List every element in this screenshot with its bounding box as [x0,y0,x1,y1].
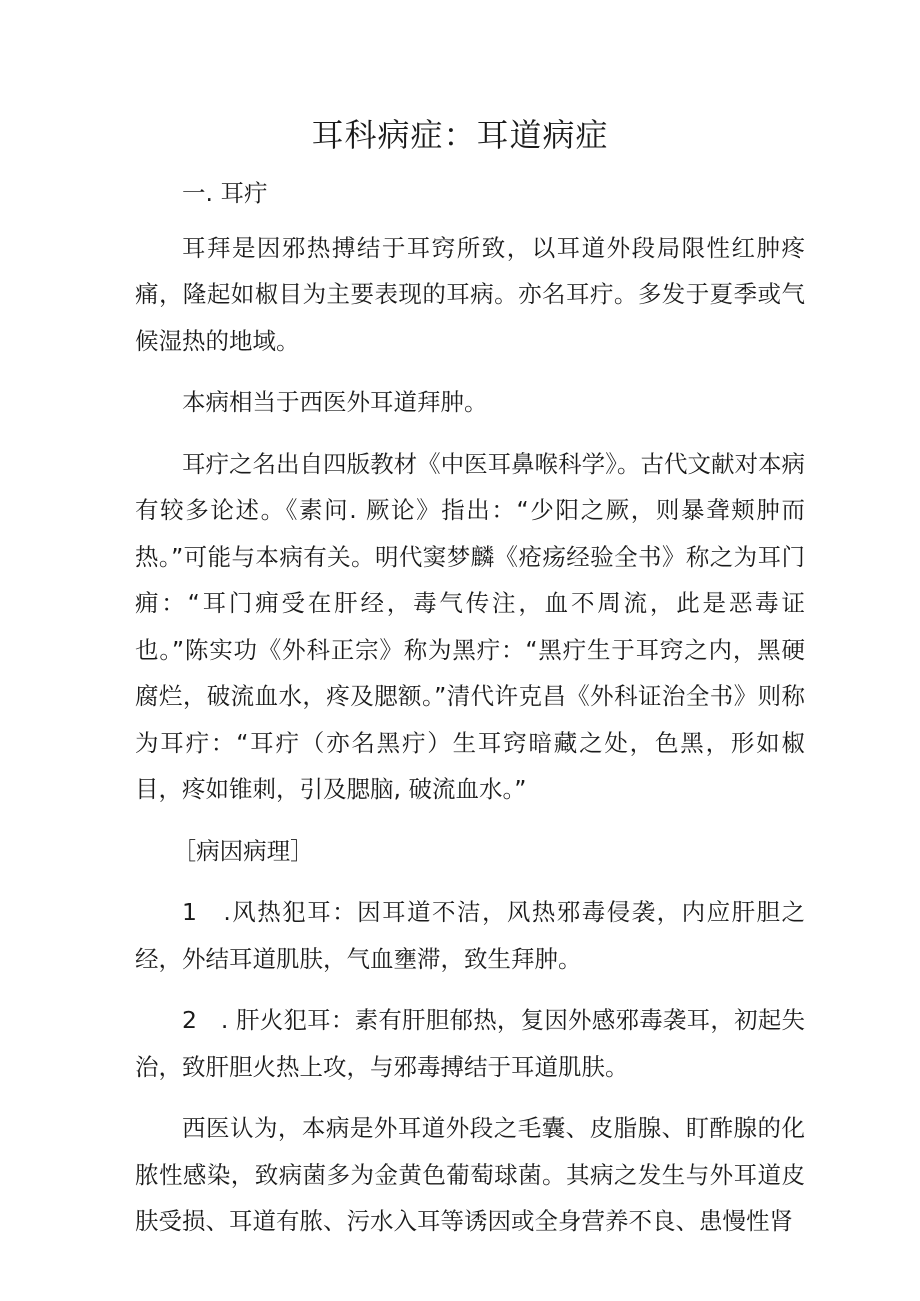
section-heading: 一. 耳疔 [182,179,268,207]
cause-item-2: 2 . 肝火犯耳：素有肝胆郁热，复因外感邪毒袭耳，初起失治，致肝胆火热上攻，与邪毒搏结于耳道肌肤。 [135,1006,805,1081]
paragraph-history: 耳疔之名出自四版教材《中医耳鼻喉科学》。古代文献对本病有较多论述。《素问. 厥论》指出：“少阳之厥，则暴聋颊肿而热。”可能与本病有关。明代窦梦麟《疮疡经验全书》称之为耳门痈：“耳门痈受在肝经，毒气传注，血不周流，此是恶毒证也。”陈实功《外科正宗》称为黑疔：“黑疔生于耳窍之内，黑硬腐烂，破流血水，疼及腮额。”清代许克昌《外科证治全书》则称为耳疔：“耳疔（亦名黑疔）生耳窍暗藏之处，色黑，形如椒目，疼如锥刺，引及腮脑, 破流血水。” [135,449,805,803]
paragraph-definition: 耳拜是因邪热搏结于耳窍所致，以耳道外段局限性红肿疼痛，隆起如椒目为主要表现的耳病。亦名耳疔。多发于夏季或气候湿热的地域。 [135,233,805,355]
subsection-heading: ［病因病理］ [172,836,314,865]
cause-item-1: 1 .风热犯耳：因耳道不洁，风热邪毒侵袭，内应肝胆之经，外结耳道肌肤，气血壅滞，致生拜肿。 [135,898,805,973]
paragraph-western-equivalent: 本病相当于西医外耳道拜肿。 [182,388,488,416]
paragraph-western-view: 西医认为，本病是外耳道外段之毛囊、皮脂腺、盯酢腺的化脓性感染，致病菌多为金黄色葡萄球菌。其病之发生与外耳道皮肤受损、耳道有脓、污水入耳等诱因或全身营养不良、患慢性肾 [135,1114,805,1235]
document-body [135,170,805,1260]
page-title: 耳科病症：耳道病症 [311,116,609,154]
